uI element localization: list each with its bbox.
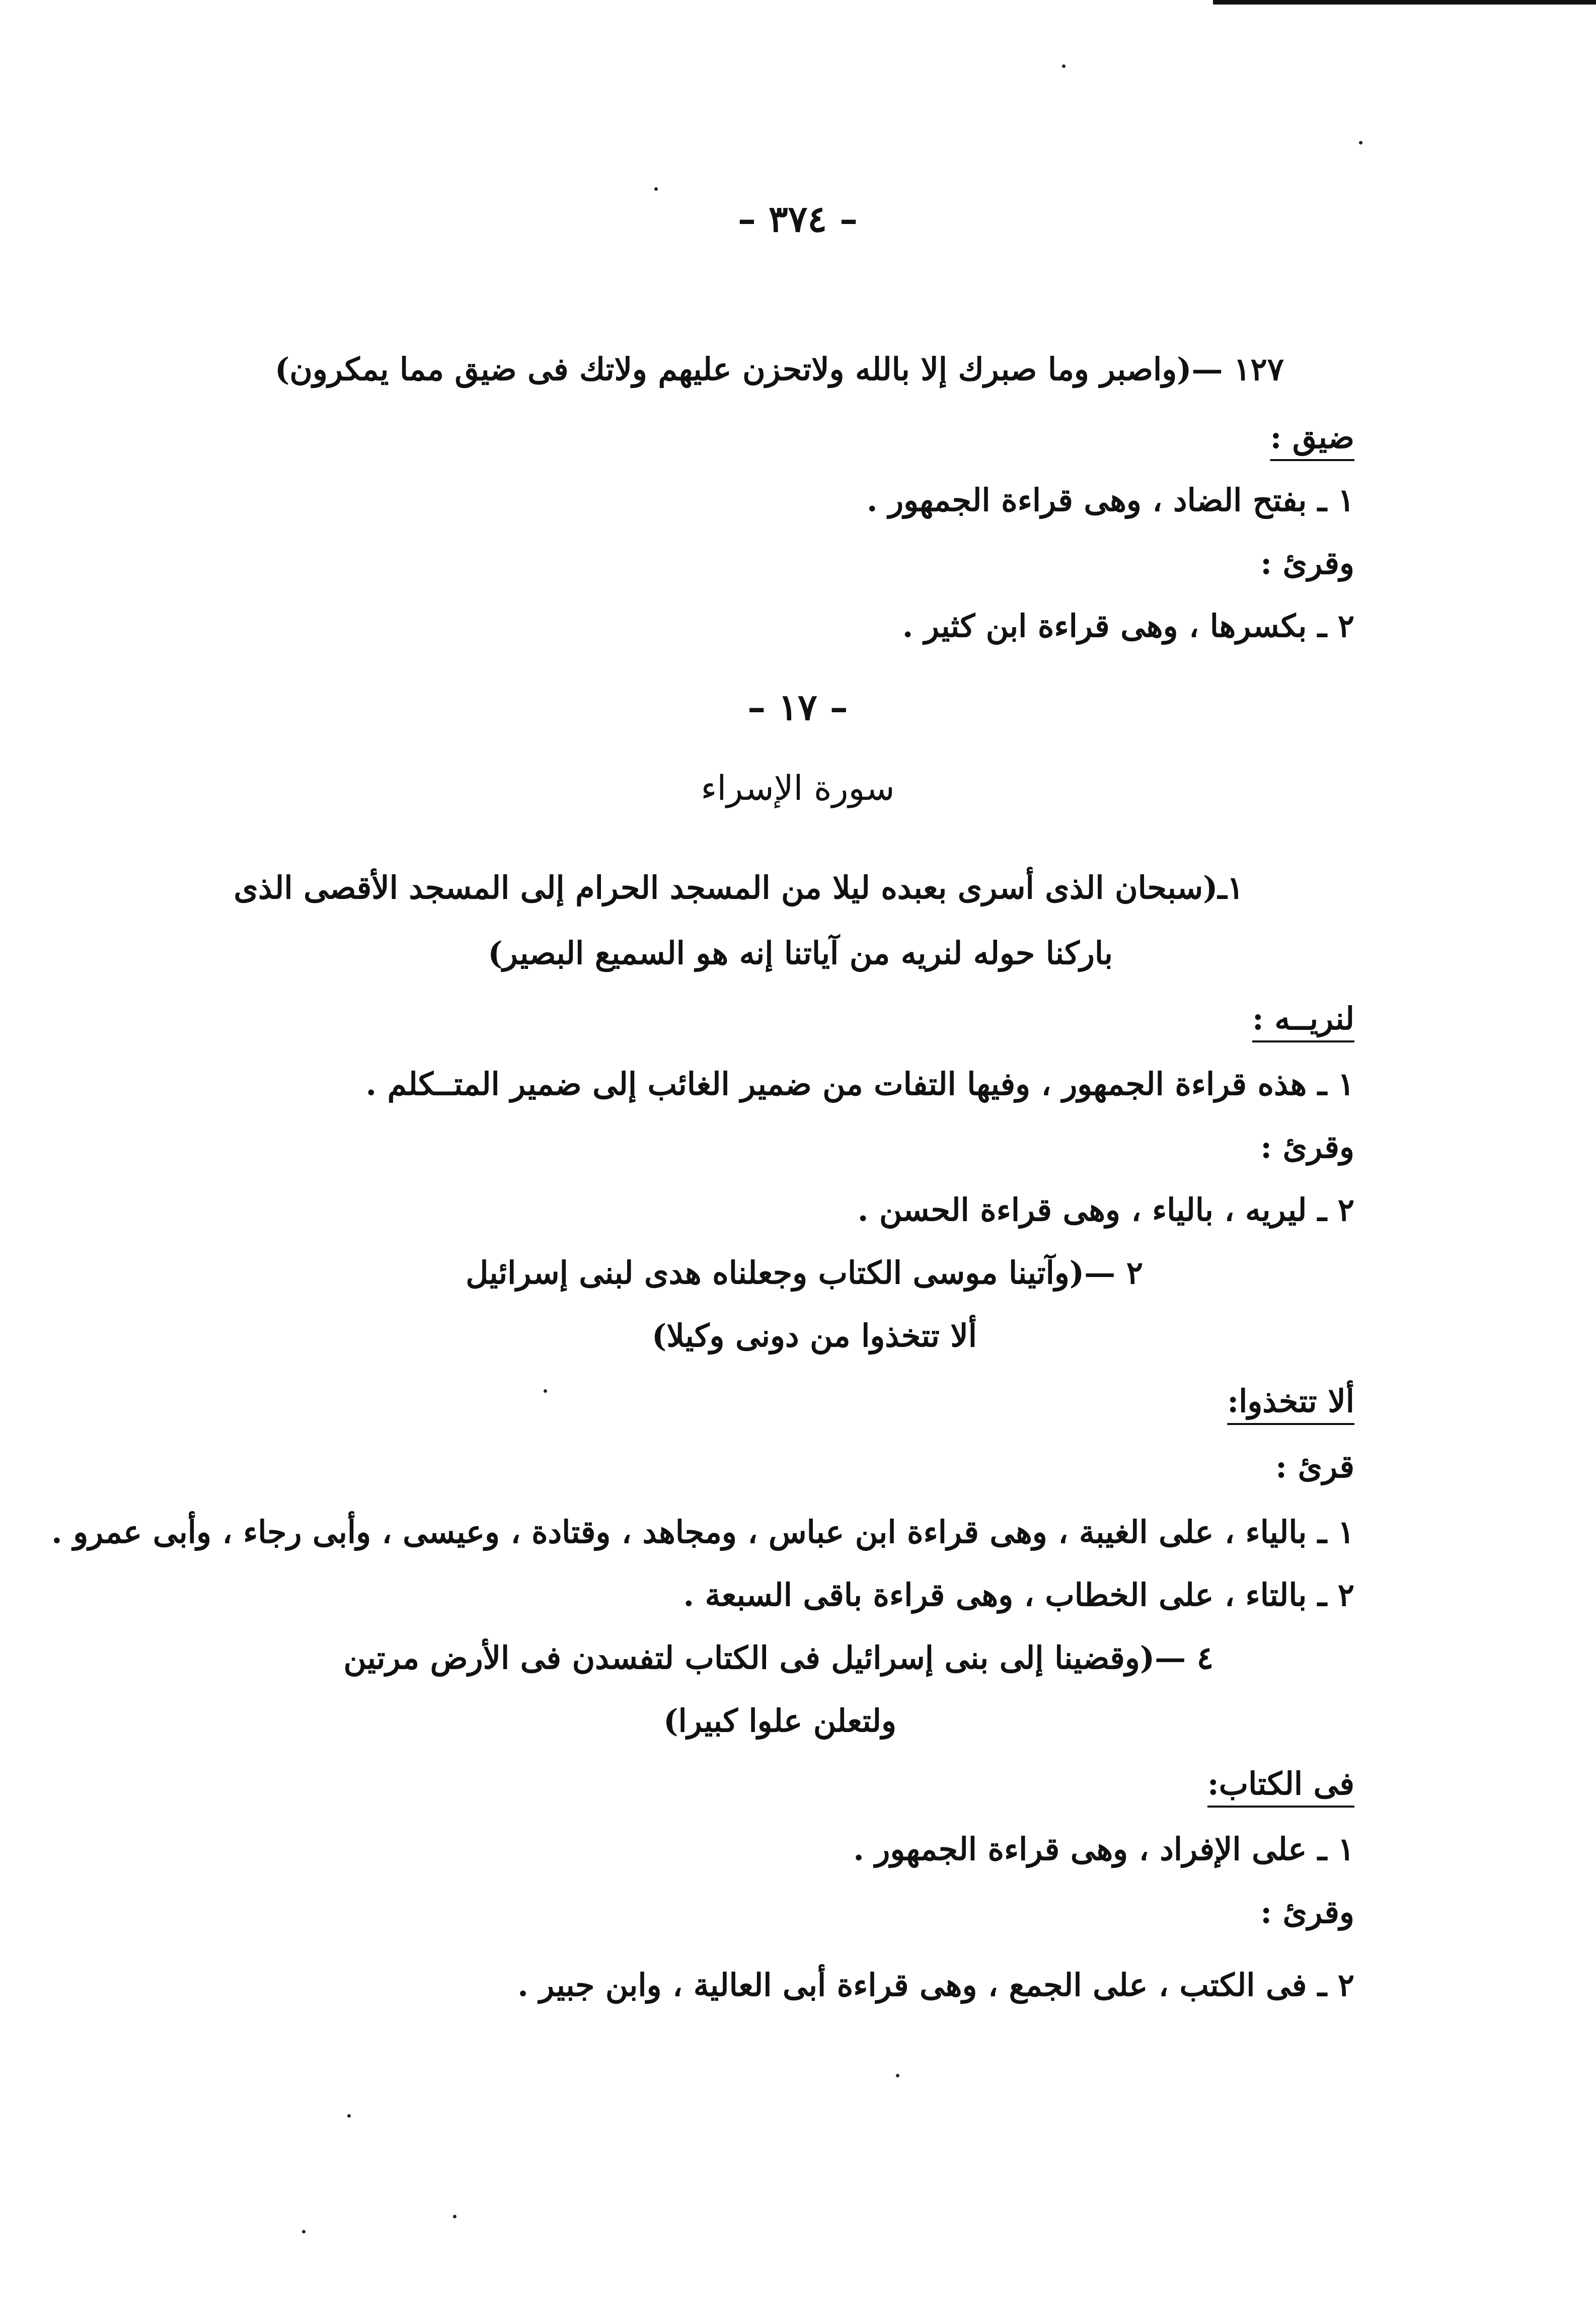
speck: [302, 2230, 306, 2233]
reading-line: ٢ ـ بالتاء ، على الخطاب ، وهى قراءة باقى السبعة .: [683, 1577, 1354, 1613]
heading-dayq: ضيق :: [1270, 419, 1354, 456]
reading-intro: وقرئ :: [1260, 1129, 1354, 1165]
verse-1-line-1: ١ـ(سبحان الذى أسرى بعبده ليلا من المسجد الحرام إلى المسجد الأقصى الذى: [234, 869, 1244, 906]
surah-title: سورة الإسراء: [701, 769, 895, 808]
chapter-number: – ١٧ –: [747, 686, 848, 728]
top-rule: [1213, 0, 1596, 5]
heading-kitab: فى الكتاب:: [1207, 1765, 1354, 1802]
speck: [654, 187, 658, 191]
reading-line: ١ ـ هذه قراءة الجمهور ، وفيها التفات من ضمير الغائب إلى ضمير المتــكلم .: [365, 1066, 1354, 1102]
reading-line: ٢ ـ بكسرها ، وهى قراءة ابن كثير .: [902, 608, 1354, 644]
reading-line: ٢ ـ ليريه ، بالياء ، وهى قراءة الحسن .: [857, 1191, 1354, 1228]
speck: [1359, 141, 1362, 144]
reading-line: ١ ـ بالياء ، على الغيبة ، وهى قراءة ابن عباس ، ومجاهد ، وقتادة ، وعيسى ، وأبى رجاء ، وأبى عمرو .: [51, 1514, 1354, 1550]
speck: [453, 2215, 457, 2218]
reading-intro: وقرئ :: [1260, 1894, 1354, 1930]
speck: [1062, 64, 1066, 68]
page-number: – ٣٧٤ –: [737, 197, 858, 240]
reading-line: ١ ـ على الإفراد ، وهى قراءة الجمهور .: [853, 1831, 1354, 1867]
verse-127: ١٢٧ —(واصبر وما صبرك إلا بالله ولاتحزن عليهم ولاتك فى ضيق مما يمكرون): [275, 351, 1284, 388]
reading-line: ٢ ـ فى الكتب ، على الجمع ، وهى قراءة أبى العالية ، وابن جبير .: [517, 1967, 1354, 2003]
speck: [544, 1389, 547, 1393]
heading-tattakhidhu: ألا تتخذوا:: [1227, 1383, 1354, 1419]
reading-intro: قرئ :: [1275, 1448, 1354, 1485]
reading-line: ١ ـ بفتح الضاد ، وهى قراءة الجمهور .: [866, 482, 1354, 518]
verse-4-line-1: ٤ —(وقضينا إلى بنى إسرائيل فى الكتاب لتفسدن فى الأرض مرتين: [343, 1639, 1213, 1676]
verse-2-line-1: ٢ —(وآتينا موسى الكتاب وجعلناه هدى لبنى إسرائيل: [466, 1254, 1143, 1291]
speck: [347, 2114, 351, 2118]
heading-linuriyahu: لنريــه :: [1252, 1000, 1354, 1037]
verse-1-line-2: باركنا حوله لنريه من آياتنا إنه هو السميع البصير): [488, 935, 1113, 971]
speck: [896, 2074, 899, 2077]
verse-4-line-2: ولتعلن علوا كبيرا): [663, 1702, 896, 1739]
reading-intro: وقرئ :: [1260, 545, 1354, 581]
verse-2-line-2: ألا تتخذوا من دونى وكيلا): [651, 1317, 977, 1354]
